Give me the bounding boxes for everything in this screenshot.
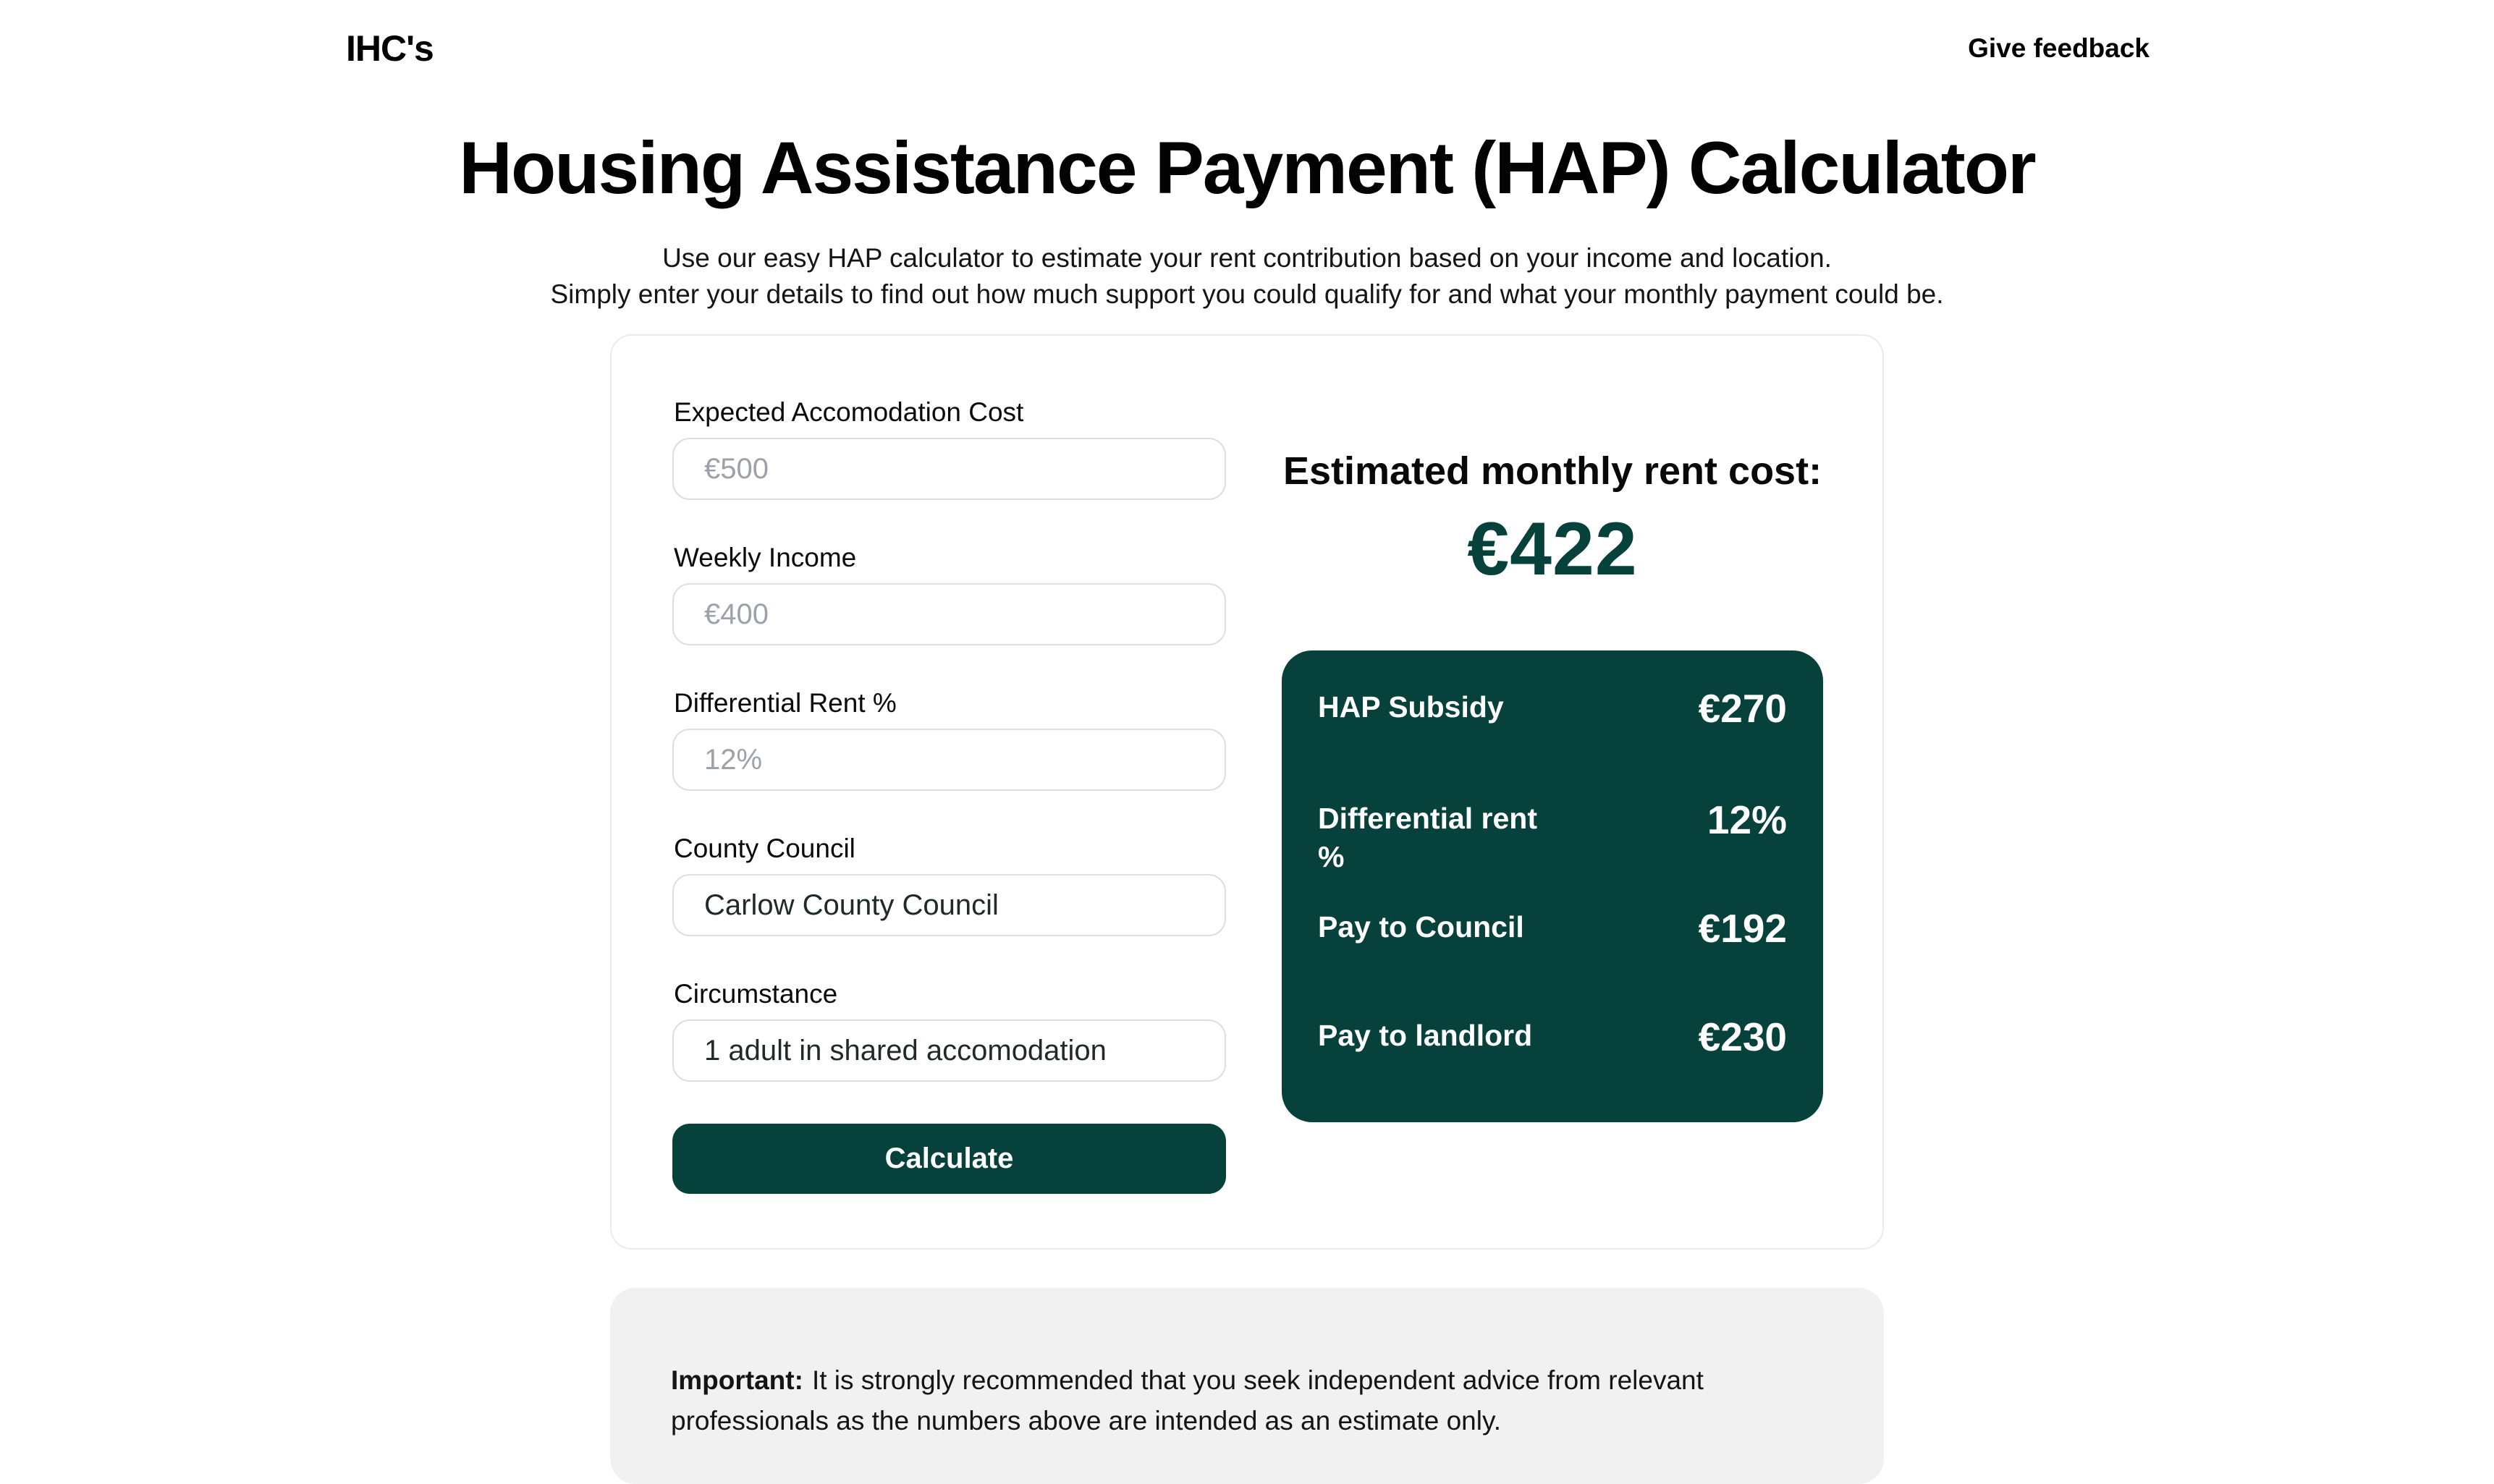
breakdown-row-pay-to-landlord — [1318, 1014, 1787, 1060]
header — [0, 0, 2494, 69]
breakdown-row-pay-to-council — [1318, 908, 1787, 950]
give-feedback-link[interactable]: Give feedback — [1968, 33, 2150, 63]
pay-to-council-label: Pay to Council — [1318, 910, 1524, 944]
expected-accommodation-cost-label: Expected Accomodation Cost — [674, 397, 1024, 428]
differential-rent-row-label: Differential rent % — [1318, 801, 1537, 874]
breakdown-row-differential-rent — [1318, 797, 1787, 877]
site-logo[interactable]: IHC's — [346, 28, 434, 69]
results-breakdown-panel — [1282, 650, 1823, 1122]
breakdown-row-hap-subsidy — [1318, 688, 1787, 730]
expected-accommodation-cost-input[interactable] — [672, 438, 1226, 500]
field-county-council — [672, 833, 1226, 936]
subtitle-line-2: Simply enter your details to find out how much support you could qualify for and what your monthly payment could be. — [550, 279, 1944, 310]
results-heading: Estimated monthly rent cost: — [1282, 449, 1822, 493]
disclaimer-important-label: Important: — [671, 1365, 803, 1396]
field-weekly-income — [672, 542, 1226, 645]
estimated-rent-amount: €422 — [1467, 507, 1638, 592]
differential-rent-label: Differential Rent % — [674, 688, 897, 718]
hap-subsidy-label: HAP Subsidy — [1318, 690, 1504, 724]
differential-rent-input[interactable] — [672, 729, 1226, 791]
circumstance-select[interactable] — [672, 1019, 1226, 1082]
differential-rent-row-value: 12% — [1707, 797, 1787, 842]
pay-to-landlord-label: Pay to landlord — [1318, 1019, 1533, 1053]
circumstance-label: Circumstance — [674, 979, 838, 1009]
results-area — [1226, 397, 1823, 1194]
disclaimer-text — [671, 1360, 1823, 1441]
field-differential-rent — [672, 687, 1226, 791]
disclaimer-box — [610, 1288, 1884, 1484]
disclaimer-line-2: professionals as the numbers above are intended as an estimate only. — [671, 1405, 1501, 1436]
county-council-selected-value: Carlow County Council — [704, 889, 999, 921]
field-expected-accommodation-cost — [672, 397, 1226, 500]
field-circumstance — [672, 978, 1226, 1082]
county-council-select[interactable] — [672, 874, 1226, 936]
weekly-income-input[interactable] — [672, 583, 1226, 645]
weekly-income-label: Weekly Income — [674, 543, 857, 573]
calculator-form — [672, 397, 1226, 1194]
page-title: Housing Assistance Payment (HAP) Calculator — [459, 127, 2035, 209]
hap-subsidy-value: €270 — [1698, 686, 1787, 732]
calculate-button[interactable]: Calculate — [672, 1124, 1226, 1194]
county-council-label: County Council — [674, 834, 855, 864]
disclaimer-line-1: It is strongly recommended that you seek independent advice from relevant — [811, 1365, 1704, 1396]
subtitle-line-1: Use our easy HAP calculator to estimate your rent contribution based on your income and location. — [662, 243, 1832, 274]
pay-to-landlord-value: €230 — [1698, 1014, 1787, 1060]
page-subtitle — [0, 240, 2494, 313]
pay-to-council-value: €192 — [1698, 906, 1787, 951]
calculator-card — [610, 334, 1884, 1250]
circumstance-selected-value: 1 adult in shared accomodation — [704, 1034, 1107, 1067]
